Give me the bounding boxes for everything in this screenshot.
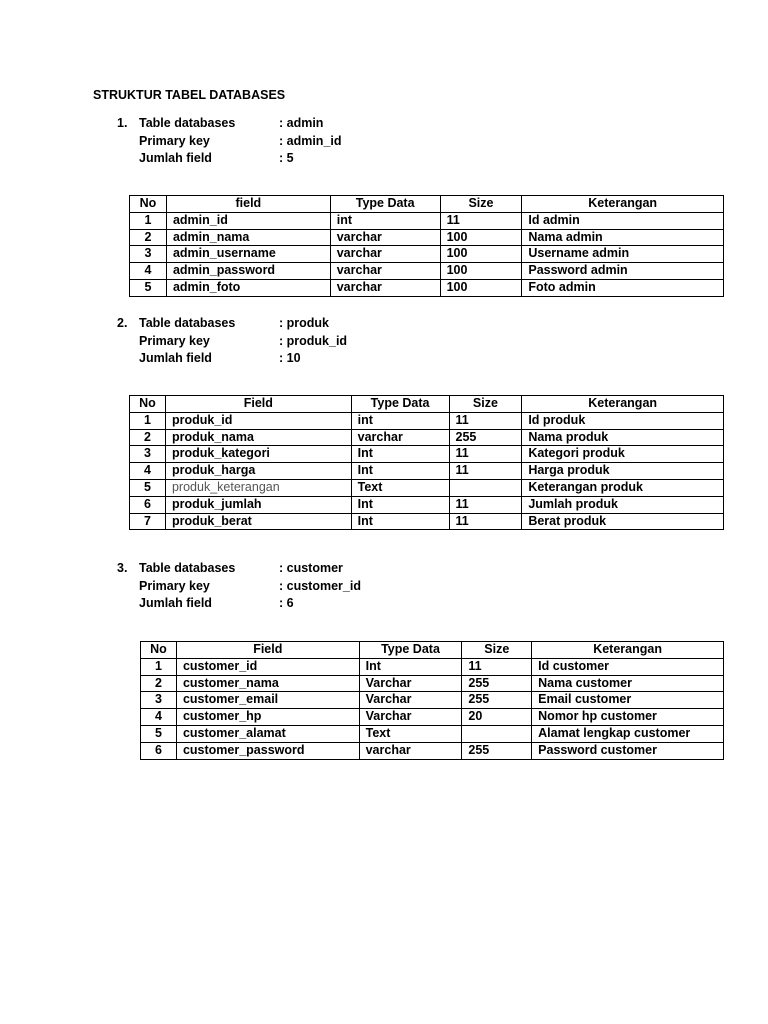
admin-table <box>129 195 724 297</box>
cell-description: Foto admin <box>522 279 724 296</box>
table-row <box>130 463 724 480</box>
table-row <box>130 496 724 513</box>
field-count-value: : 5 <box>279 151 294 165</box>
table-row <box>130 263 724 280</box>
section-customer <box>117 560 361 613</box>
column-header: Type Data <box>351 396 449 413</box>
table-header-row <box>141 642 724 659</box>
primary-key-value: : produk_id <box>279 333 348 348</box>
table-name-label: Table databases <box>139 316 236 330</box>
cell-description: Id customer <box>532 658 724 675</box>
cell-field: produk_berat <box>165 513 351 530</box>
cell-field: customer_alamat <box>176 725 359 742</box>
cell-field: customer_id <box>176 658 359 675</box>
cell-type: Int <box>351 463 449 480</box>
primary-key-value: : admin_id <box>279 133 342 148</box>
table-row <box>130 446 724 463</box>
section-number: 3. <box>117 561 128 575</box>
cell-no: 3 <box>141 692 177 709</box>
column-header: No <box>141 642 177 659</box>
cell-size <box>462 725 532 742</box>
cell-type: varchar <box>330 229 440 246</box>
cell-type: varchar <box>359 742 462 759</box>
cell-no: 5 <box>141 725 177 742</box>
section-produk <box>117 315 348 368</box>
cell-description: Username admin <box>522 246 724 263</box>
cell-type: Text <box>359 725 462 742</box>
table-header-row <box>130 396 724 413</box>
cell-size: 100 <box>440 279 522 296</box>
table-header-row <box>130 196 724 213</box>
cell-field: customer_hp <box>176 709 359 726</box>
document-title: STRUKTUR TABEL DATABASES <box>93 88 286 102</box>
table-row <box>130 479 724 496</box>
column-header: Field <box>165 396 351 413</box>
cell-size: 11 <box>449 412 522 429</box>
cell-type: Varchar <box>359 675 462 692</box>
cell-size: 11 <box>462 658 532 675</box>
cell-no: 6 <box>130 496 166 513</box>
section-number: 2. <box>117 316 128 330</box>
primary-key-label: Primary key <box>139 333 210 348</box>
cell-size: 100 <box>440 246 522 263</box>
cell-field: produk_keterangan <box>165 479 351 496</box>
column-header: No <box>130 196 167 213</box>
cell-size: 11 <box>449 496 522 513</box>
cell-no: 2 <box>130 229 167 246</box>
primary-key-label: Primary key <box>139 133 210 148</box>
cell-field: produk_kategori <box>165 446 351 463</box>
table-name-value: : customer <box>279 561 343 575</box>
cell-description: Jumlah produk <box>522 496 724 513</box>
cell-field: admin_foto <box>166 279 330 296</box>
cell-type: Varchar <box>359 709 462 726</box>
field-count-value: : 6 <box>279 596 294 610</box>
cell-type: int <box>351 412 449 429</box>
table-row <box>130 279 724 296</box>
customer-table <box>140 641 724 760</box>
column-header: Keterangan <box>522 196 724 213</box>
cell-field: admin_nama <box>166 229 330 246</box>
table-row <box>141 742 724 759</box>
cell-size: 11 <box>449 513 522 530</box>
table-row <box>141 692 724 709</box>
column-header: Keterangan <box>532 642 724 659</box>
table-name-label: Table databases <box>139 116 236 130</box>
cell-no: 7 <box>130 513 166 530</box>
table-row <box>130 513 724 530</box>
cell-field: customer_email <box>176 692 359 709</box>
cell-size: 255 <box>462 742 532 759</box>
table-name-value: : admin <box>279 116 324 130</box>
cell-field: admin_username <box>166 246 330 263</box>
cell-description: Keterangan produk <box>522 479 724 496</box>
cell-field: customer_password <box>176 742 359 759</box>
cell-description: Harga produk <box>522 463 724 480</box>
cell-description: Id admin <box>522 212 724 229</box>
cell-description: Kategori produk <box>522 446 724 463</box>
table-row <box>130 412 724 429</box>
cell-size: 11 <box>440 212 522 229</box>
column-header: Size <box>449 396 522 413</box>
cell-size: 255 <box>462 675 532 692</box>
cell-no: 1 <box>130 412 166 429</box>
cell-type: Int <box>351 446 449 463</box>
cell-no: 2 <box>130 429 166 446</box>
column-header: Field <box>176 642 359 659</box>
cell-type: Int <box>351 496 449 513</box>
section-number: 1. <box>117 116 128 130</box>
cell-no: 6 <box>141 742 177 759</box>
column-header: Type Data <box>359 642 462 659</box>
cell-field: produk_harga <box>165 463 351 480</box>
table-name-label: Table databases <box>139 561 236 575</box>
cell-no: 5 <box>130 279 167 296</box>
cell-no: 4 <box>141 709 177 726</box>
cell-type: Int <box>359 658 462 675</box>
column-header: Type Data <box>330 196 440 213</box>
cell-type: int <box>330 212 440 229</box>
cell-description: Nomor hp customer <box>532 709 724 726</box>
cell-description: Alamat lengkap customer <box>532 725 724 742</box>
produk-table <box>129 395 724 530</box>
cell-no: 5 <box>130 479 166 496</box>
cell-type: Varchar <box>359 692 462 709</box>
cell-no: 4 <box>130 263 167 280</box>
primary-key-label: Primary key <box>139 578 210 593</box>
cell-type: varchar <box>351 429 449 446</box>
cell-no: 3 <box>130 446 166 463</box>
cell-description: Password customer <box>532 742 724 759</box>
section-admin <box>117 115 342 168</box>
table-row <box>141 725 724 742</box>
table-row <box>141 709 724 726</box>
cell-field: produk_id <box>165 412 351 429</box>
table-name-value: : produk <box>279 316 329 330</box>
cell-description: Nama customer <box>532 675 724 692</box>
cell-no: 4 <box>130 463 166 480</box>
cell-no: 1 <box>130 212 167 229</box>
cell-description: Nama produk <box>522 429 724 446</box>
cell-field: produk_jumlah <box>165 496 351 513</box>
table-row <box>130 229 724 246</box>
field-count-label: Jumlah field <box>139 151 212 165</box>
cell-field: customer_nama <box>176 675 359 692</box>
cell-field: admin_id <box>166 212 330 229</box>
cell-description: Password admin <box>522 263 724 280</box>
cell-size: 255 <box>449 429 522 446</box>
table-row <box>141 658 724 675</box>
cell-no: 1 <box>141 658 177 675</box>
cell-type: Int <box>351 513 449 530</box>
cell-size: 255 <box>462 692 532 709</box>
column-header: No <box>130 396 166 413</box>
cell-type: varchar <box>330 246 440 263</box>
cell-size: 11 <box>449 446 522 463</box>
table-row <box>130 246 724 263</box>
cell-type: varchar <box>330 263 440 280</box>
cell-size: 11 <box>449 463 522 480</box>
cell-description: Id produk <box>522 412 724 429</box>
cell-description: Email customer <box>532 692 724 709</box>
primary-key-value: : customer_id <box>279 578 361 593</box>
cell-description: Berat produk <box>522 513 724 530</box>
column-header: Keterangan <box>522 396 724 413</box>
cell-no: 2 <box>141 675 177 692</box>
cell-type: varchar <box>330 279 440 296</box>
field-count-value: : 10 <box>279 351 301 365</box>
table-row <box>130 429 724 446</box>
cell-type: Text <box>351 479 449 496</box>
cell-no: 3 <box>130 246 167 263</box>
table-row <box>141 675 724 692</box>
column-header: Size <box>440 196 522 213</box>
cell-size: 20 <box>462 709 532 726</box>
cell-field: produk_nama <box>165 429 351 446</box>
cell-size: 100 <box>440 229 522 246</box>
field-count-label: Jumlah field <box>139 596 212 610</box>
cell-description: Nama admin <box>522 229 724 246</box>
field-count-label: Jumlah field <box>139 351 212 365</box>
table-row <box>130 212 724 229</box>
cell-size: 100 <box>440 263 522 280</box>
cell-size <box>449 479 522 496</box>
cell-field: admin_password <box>166 263 330 280</box>
column-header: Size <box>462 642 532 659</box>
column-header: field <box>166 196 330 213</box>
